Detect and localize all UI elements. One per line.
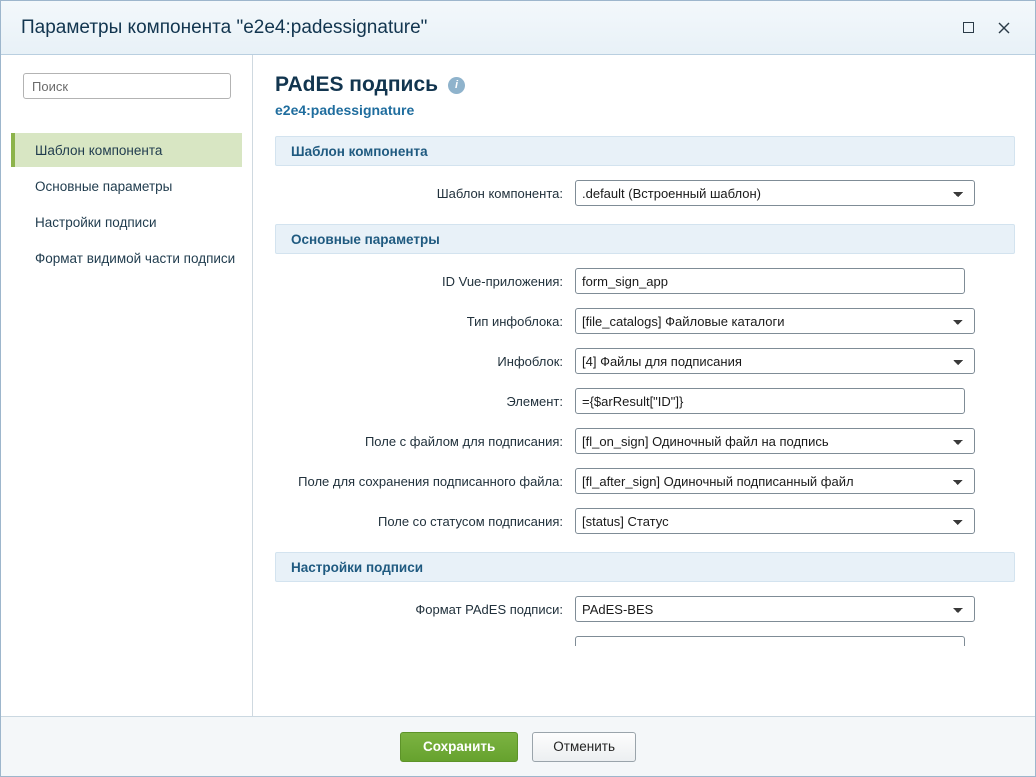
content-panel — [253, 55, 1035, 716]
signed-file-save-select[interactable] — [575, 468, 975, 494]
sidebar-item-label: Основные параметры — [35, 178, 173, 194]
field-row-file-to-sign — [275, 428, 1015, 454]
sidebar-item-label: Формат видимой части подписи — [35, 250, 236, 266]
search-input[interactable] — [23, 73, 231, 99]
component-template-select[interactable] — [575, 180, 975, 206]
window-footer — [1, 716, 1035, 776]
section-header-component-template — [275, 136, 1015, 166]
sidebar-item-component-template[interactable] — [11, 133, 242, 167]
section-header-label: Основные параметры — [291, 231, 440, 247]
window-body — [1, 55, 1035, 716]
field-label: Инфоблок: — [497, 353, 563, 369]
section-header-signature-settings — [275, 552, 1015, 582]
sidebar-item-signature-settings[interactable] — [11, 205, 242, 239]
field-row-infoblock — [275, 348, 1015, 374]
field-label-placeholder — [275, 636, 575, 646]
field-row-element — [275, 388, 1015, 414]
field-label: Шаблон компонента: — [436, 185, 563, 201]
section-header-label: Настройки подписи — [291, 559, 424, 575]
file-to-sign-select[interactable] — [575, 428, 975, 454]
sidebar-item-visible-signature-format[interactable] — [11, 241, 242, 275]
window-controls — [957, 17, 1023, 39]
field-label: Поле для сохранения подписанного файла: — [298, 473, 563, 489]
sidebar — [1, 55, 253, 716]
cancel-button[interactable]: Отменить — [532, 732, 636, 762]
section-header-label: Шаблон компонента — [291, 143, 428, 159]
field-row-partial-clipped — [275, 636, 1015, 646]
field-label: Тип инфоблока: — [466, 313, 563, 329]
close-icon[interactable] — [993, 17, 1015, 39]
window-title: Параметры компонента "e2e4:padessignature" — [21, 16, 428, 38]
field-row-infoblock-type — [275, 308, 1015, 334]
page-title: PAdES подпись — [275, 73, 439, 96]
pades-format-select[interactable] — [575, 596, 975, 622]
element-input[interactable] — [575, 388, 965, 414]
info-icon[interactable]: i — [448, 77, 465, 94]
page-title-row — [275, 73, 1015, 97]
window-titlebar — [1, 1, 1035, 55]
field-row-vue-app-id — [275, 268, 1015, 294]
sidebar-item-label: Шаблон компонента — [35, 142, 163, 158]
clipped-input[interactable] — [575, 636, 965, 646]
field-label: ID Vue-приложения: — [442, 273, 563, 289]
signing-status-select[interactable] — [575, 508, 975, 534]
vue-app-id-input[interactable] — [575, 268, 965, 294]
infoblock-type-select[interactable] — [575, 308, 975, 334]
field-label: Поле с файлом для подписания: — [364, 433, 563, 449]
field-row-component-template — [275, 180, 1015, 206]
field-label: Элемент: — [506, 393, 563, 409]
maximize-icon[interactable] — [957, 17, 979, 39]
field-row-signed-file-save — [275, 468, 1015, 494]
sidebar-item-main-parameters[interactable] — [11, 169, 242, 203]
field-row-signing-status — [275, 508, 1015, 534]
section-header-main-parameters — [275, 224, 1015, 254]
infoblock-select[interactable] — [575, 348, 975, 374]
field-label: Формат PAdES подписи: — [415, 601, 563, 617]
sidebar-nav — [11, 133, 242, 275]
field-label: Поле со статусом подписания: — [377, 513, 563, 529]
field-row-pades-format — [275, 596, 1015, 622]
save-button[interactable]: Сохранить — [400, 732, 518, 762]
sidebar-item-label: Настройки подписи — [35, 214, 157, 230]
page-subtitle: e2e4:padessignature — [275, 102, 415, 118]
